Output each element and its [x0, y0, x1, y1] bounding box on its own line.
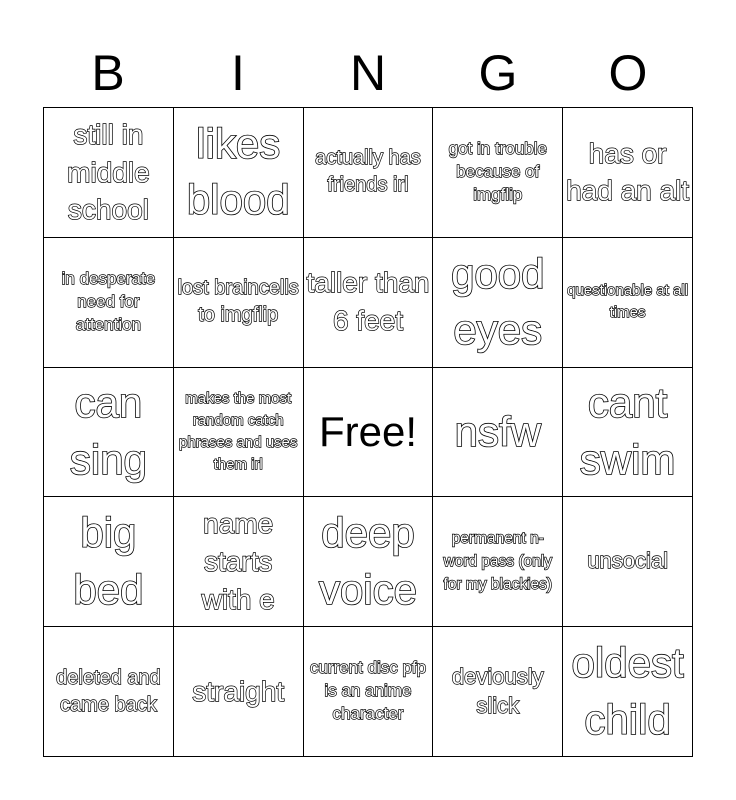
cell-text: got in trouble because of imgflip	[448, 138, 547, 204]
header-letter-o: O	[608, 45, 648, 101]
bingo-cell[interactable]	[563, 368, 693, 498]
header-letter-n: N	[349, 45, 387, 101]
bingo-header	[43, 40, 693, 106]
cell-text: questionable at all times	[567, 281, 689, 322]
header-letter-g: G	[478, 45, 518, 101]
bingo-cell[interactable]	[174, 238, 304, 368]
bingo-grid	[43, 107, 693, 757]
bingo-cell[interactable]	[563, 108, 693, 238]
cell-text: deleted and came back	[56, 666, 161, 716]
bingo-cell[interactable]	[433, 238, 563, 368]
cell-text: permanent n-word pass (only for my blackies)	[443, 529, 553, 594]
bingo-cell[interactable]	[174, 368, 304, 498]
bingo-cell[interactable]	[304, 627, 434, 757]
cell-text: cant swim	[579, 379, 676, 483]
bingo-cell[interactable]	[44, 368, 174, 498]
bingo-cell[interactable]	[44, 627, 174, 757]
bingo-cell[interactable]	[433, 497, 563, 627]
bingo-cell[interactable]	[304, 108, 434, 238]
cell-text: makes the most random catch phrases and uses them irl	[178, 390, 298, 473]
free-space-text: Free!	[318, 407, 417, 455]
bingo-cell[interactable]	[304, 238, 434, 368]
header-letter-b: B	[91, 45, 125, 101]
cell-text: unsocial	[587, 548, 668, 574]
cell-text: likes blood	[186, 119, 290, 224]
cell-text: oldest child	[571, 638, 684, 743]
bingo-cell[interactable]	[433, 108, 563, 238]
cell-text: name starts with e	[201, 508, 275, 615]
bingo-cell[interactable]	[174, 627, 304, 757]
bingo-cell[interactable]	[433, 627, 563, 757]
cell-text: big bed	[73, 509, 144, 613]
bingo-cell[interactable]	[563, 627, 693, 757]
cell-text: deep voice	[318, 509, 418, 613]
bingo-cell[interactable]	[174, 108, 304, 238]
cell-text: can sing	[69, 379, 147, 483]
bingo-cell[interactable]	[44, 108, 174, 238]
header-letter-i: I	[231, 45, 245, 101]
cell-text: still in middle school	[67, 118, 150, 226]
cell-text: has or had an alt	[566, 137, 690, 207]
bingo-cell[interactable]	[44, 497, 174, 627]
cell-text: nsfw	[454, 407, 541, 455]
cell-text: deviously slick	[451, 664, 544, 718]
bingo-cell[interactable]	[304, 497, 434, 627]
cell-text: actually has friends irl	[315, 147, 421, 197]
bingo-cell[interactable]	[174, 497, 304, 627]
bingo-cell[interactable]	[563, 238, 693, 368]
free-space-cell[interactable]	[304, 368, 434, 498]
cell-text: in desperate need for attention	[61, 268, 156, 334]
bingo-cell[interactable]	[44, 238, 174, 368]
bingo-cell[interactable]	[563, 497, 693, 627]
cell-text: lost braincells to imgflip	[177, 277, 299, 327]
bingo-cell[interactable]	[433, 368, 563, 498]
cell-text: taller than 6 feet	[306, 267, 430, 337]
cell-text: current disc pfp is an anime character	[309, 658, 427, 724]
cell-text: straight	[192, 675, 285, 707]
cell-text: good eyes	[451, 249, 545, 354]
